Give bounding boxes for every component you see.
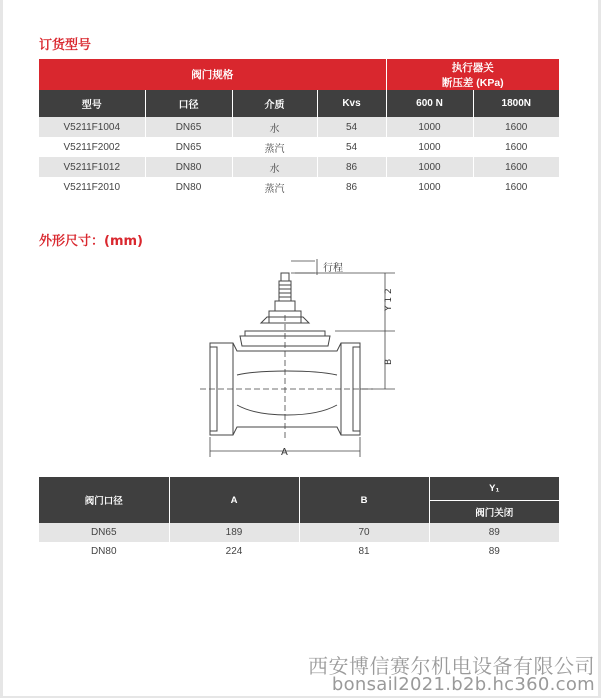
cell-kvs: 86 xyxy=(317,157,386,177)
cell-size: DN80 xyxy=(145,177,232,197)
table-row xyxy=(39,137,559,157)
cell-600n: 1000 xyxy=(386,157,473,177)
watermark-company: 西安博信赛尔机电设备有限公司 xyxy=(308,654,595,678)
cell-b: 70 xyxy=(299,523,429,542)
cell-a: 189 xyxy=(169,523,299,542)
table-row xyxy=(39,157,559,177)
column-header-medium: 介质 xyxy=(232,90,317,117)
cell-y1: 89 xyxy=(429,523,559,542)
cell-model: V5211F1012 xyxy=(39,157,145,177)
table-row xyxy=(39,542,559,561)
table-row xyxy=(39,117,559,137)
stroke-label: 行程 xyxy=(323,263,343,274)
cell-model: V5211F1004 xyxy=(39,117,145,137)
b-label: B xyxy=(384,358,394,365)
valve-spec-group-header: 阀门规格 xyxy=(39,59,386,90)
ordering-title: 订货型号 xyxy=(39,38,92,53)
cell-kvs: 54 xyxy=(317,117,386,137)
cell-kvs: 86 xyxy=(317,177,386,197)
cell-kvs: 54 xyxy=(317,137,386,157)
cell-medium: 蒸汽 xyxy=(232,137,317,157)
column-header-600n: 600 N xyxy=(386,90,473,117)
column-header-kvs: Kvs xyxy=(317,90,386,117)
table-row xyxy=(39,523,559,542)
y12-label: Y 1 2 xyxy=(384,288,394,311)
cell-y1: 89 xyxy=(429,542,559,561)
column-header-a: A xyxy=(169,477,299,523)
actuator-group-header xyxy=(386,59,559,90)
dimensions-table xyxy=(39,477,559,561)
cell-1800n: 1600 xyxy=(473,177,559,197)
cell-size: DN65 xyxy=(145,117,232,137)
column-header-1800n: 1800N xyxy=(473,90,559,117)
cell-b: 81 xyxy=(299,542,429,561)
cell-1800n: 1600 xyxy=(473,117,559,137)
cell-600n: 1000 xyxy=(386,117,473,137)
cell-model: V5211F2010 xyxy=(39,177,145,197)
column-header-b: B xyxy=(299,477,429,523)
cell-model: V5211F2002 xyxy=(39,137,145,157)
column-header-model: 型号 xyxy=(39,90,145,117)
cell-medium: 水 xyxy=(232,117,317,137)
actuator-header-line1: 执行器关 xyxy=(451,61,494,74)
cell-1800n: 1600 xyxy=(473,137,559,157)
cell-valve-size: DN65 xyxy=(39,523,169,542)
valve-dimension-drawing xyxy=(195,255,415,460)
page-border-left xyxy=(0,0,3,698)
cell-600n: 1000 xyxy=(386,177,473,197)
cell-valve-size: DN80 xyxy=(39,542,169,561)
actuator-header-line2: 断压差 (KPa) xyxy=(441,76,504,89)
table-row xyxy=(39,177,559,197)
column-header-size: 口径 xyxy=(145,90,232,117)
cell-size: DN80 xyxy=(145,157,232,177)
column-header-y1: Y₁ xyxy=(429,477,559,501)
dimensions-title: 外形尺寸：(mm) xyxy=(39,234,143,249)
cell-size: DN65 xyxy=(145,137,232,157)
a-label: A xyxy=(281,447,288,458)
column-header-valve-closed: 阀门关闭 xyxy=(429,501,559,524)
watermark-url: bonsail2021.b2b.hc360.com xyxy=(331,674,595,695)
cell-600n: 1000 xyxy=(386,137,473,157)
ordering-table xyxy=(39,59,559,197)
cell-medium: 蒸汽 xyxy=(232,177,317,197)
cell-medium: 水 xyxy=(232,157,317,177)
column-header-valve-size: 阀门口径 xyxy=(39,477,169,523)
cell-a: 224 xyxy=(169,542,299,561)
cell-1800n: 1600 xyxy=(473,157,559,177)
